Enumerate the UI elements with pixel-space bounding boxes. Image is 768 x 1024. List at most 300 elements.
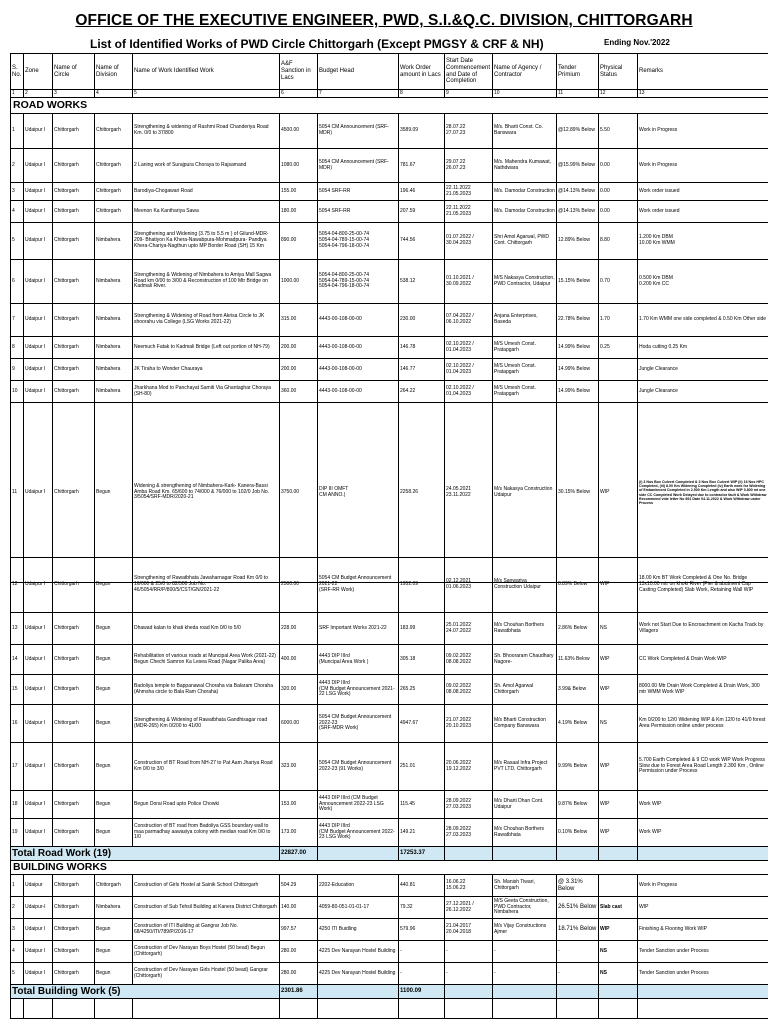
cell-physical-status: NS [599, 941, 638, 963]
total-budget-head [318, 985, 399, 999]
cell-sno: 13 [11, 613, 24, 645]
total-empty [445, 985, 493, 999]
cell-physical-status: 0.70 [599, 260, 638, 304]
cell-division: Nimbahera [95, 381, 133, 403]
cell-physical-status: 0.00 [599, 149, 638, 183]
cell-agency: M/s Bharti Construction Company Banswara [493, 705, 557, 743]
cell-work-amount: 2258.26 [399, 403, 445, 583]
cell-sanction: 140.00 [280, 897, 318, 919]
cell-physical-status: WIP [599, 645, 638, 675]
column-number: 7 [318, 90, 399, 98]
cell-division: Begun [95, 791, 133, 819]
cell-work: Construction of Sub Tehsil Building at Kanera District Chittorgarh [133, 897, 280, 919]
building-works-heading [11, 861, 768, 875]
cell-work: Strengthening & widening of Rashmi Road Chanderiya Road Km. 0/0 to 37/800 [133, 114, 280, 149]
cell-zone: Udaipur I [24, 558, 53, 613]
header-work: Name of Work Identified Work [133, 54, 280, 90]
cell-division: Begun [95, 919, 133, 941]
cell-sanction: 400.00 [280, 645, 318, 675]
total-amount: 17253.37 [399, 847, 445, 861]
cell-tender-premium: 11.63% Below [557, 645, 599, 675]
cell-zone: Udaipur-I [24, 897, 53, 919]
cell-division: Begun [95, 645, 133, 675]
column-number: 2 [24, 90, 53, 98]
cell-zone: Udaipur I [24, 675, 53, 705]
cell-work: Jharkhana Mod to Panchayat Samiti Via Ghantaghar Choraya (SH-80) [133, 381, 280, 403]
cell-agency: M/s Nakasya Construction Udaipur [493, 403, 557, 583]
cell-work-amount: - [399, 963, 445, 985]
cell-work: Widening & strengthening of Nimbahera-Kark- Kanera-Bassi Amba Road Km. 65/600 to 74/000 & 76/000 to 102/0 Job No. 3/5054/SRF-MDR/2020-21 [133, 403, 280, 583]
cell-physical-status: WIP [599, 558, 638, 613]
total-empty [493, 985, 557, 999]
cell-sno: 5 [11, 223, 24, 260]
cell-sno: 1 [11, 114, 24, 149]
cell-work-amount: 3589.09 [399, 114, 445, 149]
cell-circle: Chittorgarh [53, 645, 95, 675]
column-number: 9 [445, 90, 493, 98]
cell-remarks: (i) 3 Nos Box Culvert Completed & 3 Nos Box Culvert WIP (ii) 16 Nos HPC Completed, (iii) 8.00 Km Widening Completed (iv) Earth work for Widening of Embankment Completed in 2.500 Km Length and also WIP 0.800 mt one side CC Completed Work Delayed due to contractor fault & Work Withdraw Recommend vide letter No 891 Date 04.11.2022 & Work Withdraw under Process [638, 403, 768, 583]
table-row [11, 304, 768, 337]
cell-zone: Udaipur I [24, 114, 53, 149]
cell-sno: 8 [11, 337, 24, 359]
cell-dates: - [445, 941, 493, 963]
cell-circle: Chittorgarh [53, 149, 95, 183]
cell-remarks: 1.70 Km WMM one side completed & 0.50 Km Other side [638, 304, 768, 337]
cell-budget-head: 5054-04-800-25-00-74 5054-04-789-15-00-74 5054-04-796-18-00-74 [318, 260, 399, 304]
cell-tender-premium: 18.71% Below [557, 919, 599, 941]
cell-division: Chittorgarh [95, 114, 133, 149]
cell-zone: Udaipur I [24, 819, 53, 847]
cell-work-amount: 538.12 [399, 260, 445, 304]
cell-work-amount: 196.46 [399, 183, 445, 201]
cell-dates: 20.06.2022 19.12.2022 [445, 743, 493, 791]
cell-division: Nimbahera [95, 260, 133, 304]
cell-circle: Chittorgarh [53, 114, 95, 149]
cell-tender-premium: 12.89% Below [557, 223, 599, 260]
total-row [11, 847, 768, 861]
header-circle: Name of Circle [53, 54, 95, 90]
cell-tender-premium: 22.78% Below [557, 304, 599, 337]
cell-work-amount: 115.45 [399, 791, 445, 819]
cell-circle: Chittorgarh [53, 743, 95, 791]
cell-tender-premium: @12.89% Below [557, 114, 599, 149]
report-period: Ending Nov.'2022 [604, 38, 670, 47]
empty-cell [11, 999, 24, 1019]
cell-work-amount: 579.96 [399, 919, 445, 941]
cell-work-amount: 183.99 [399, 613, 445, 645]
cell-budget-head: 2202-Education [318, 875, 399, 897]
cell-circle: Chittorgarh [53, 183, 95, 201]
cell-work: Badoliya temple to Bappanawal Choraha via Balaram Choraha (Ahmsha circle to Bala Ram Choraha) [133, 675, 280, 705]
cell-sno: 12 [11, 558, 24, 613]
cell-budget-head: 5054 CM Announcement (SRF-MDR) [318, 114, 399, 149]
cell-dates: 22.11.2022 21.05.2023 [445, 183, 493, 201]
cell-work: Neemuch Fatak to Kadmali Bridge (Left out portion of NH-79) [133, 337, 280, 359]
cell-sanction: 3750.00 [280, 403, 318, 583]
cell-remarks: CC Work Completed & Drain Work WIP [638, 645, 768, 675]
cell-circle: Chittorgarh [53, 337, 95, 359]
empty-cell [493, 999, 557, 1019]
total-sanction: 22827.00 [280, 847, 318, 861]
table-row [11, 403, 768, 583]
cell-work-amount: 744.56 [399, 223, 445, 260]
cell-physical-status: NS [599, 705, 638, 743]
cell-sno: 17 [11, 743, 24, 791]
cell-agency: - [493, 941, 557, 963]
cell-budget-head: 4250 ITI Buidling [318, 919, 399, 941]
works-table-bottom [10, 557, 768, 1019]
cell-circle: Chittorgarh [53, 403, 95, 583]
cell-dates: 28.09.2022 27.03.2023 [445, 819, 493, 847]
cell-zone: Udaipur I [24, 919, 53, 941]
column-number: 1 [11, 90, 24, 98]
cell-division: Nimbahera [95, 337, 133, 359]
cell-zone: Udaipur I [24, 381, 53, 403]
cell-circle: Chittorgarh [53, 223, 95, 260]
cell-work-amount: - [399, 941, 445, 963]
cell-agency: Sh. Bhooraram Chaudhary Nagore- [493, 645, 557, 675]
cell-dates: 21.04.2017 20.04.2018 [445, 919, 493, 941]
cell-physical-status [599, 875, 638, 897]
cell-zone: Udaipur I [24, 359, 53, 381]
table-row [11, 558, 768, 613]
cell-dates: 02.10.2022 / 01.04.2023 [445, 381, 493, 403]
cell-remarks: Work in Progress [638, 875, 768, 897]
table-row [11, 675, 768, 705]
table-row [11, 645, 768, 675]
cell-circle: Chittorgarh [53, 613, 95, 645]
cell-budget-head: 5054 CM Announcement (SRF-MDR) [318, 149, 399, 183]
total-row [11, 985, 768, 999]
page-subtitle: List of Identified Works of PWD Circle Chittorgarh (Except PMGSY & CRF & NH) [90, 37, 544, 51]
cell-work: Rehabilitation of various roads at Muncipal Area Work (2021-22) Begun Chechi Samron Ka Lesea Road (Nagar Palika Area) [133, 645, 280, 675]
cell-sanction: 997.57 [280, 919, 318, 941]
cell-agency: M/s Chouhan Borthers Rawatbhata [493, 613, 557, 645]
table-row [11, 149, 768, 183]
column-number-row [11, 90, 768, 98]
cell-work: Strengthening of Rawatbhata Jawaharnagar Road Km 0/0 to 16/000 & 25/0 to 82/500 Job No. 46/5054/RR/P/800/5/CST/GN/2021-22 [133, 558, 280, 613]
cell-physical-status: 0.00 [599, 183, 638, 201]
cell-physical-status: 1.70 [599, 304, 638, 337]
table-row [11, 963, 768, 985]
cell-work-amount: 264.22 [399, 381, 445, 403]
cell-remarks: Tender Sanction under Process [638, 963, 768, 985]
cell-tender-premium: 30.15% Below [557, 403, 599, 583]
cell-circle: Chittorgarh [53, 963, 95, 985]
cell-work-amount: 251.01 [399, 743, 445, 791]
cell-division: Begun [95, 743, 133, 791]
header-physical-status: Physical Status [599, 54, 638, 90]
cell-remarks: Jungle Clearance [638, 359, 768, 381]
cell-zone: Udaipur I [24, 743, 53, 791]
empty-cell [638, 999, 768, 1019]
cell-budget-head: 5054-04-800-25-00-74 5054-04-789-15-00-74 5054-04-796-18-00-74 [318, 223, 399, 260]
total-empty [493, 847, 557, 861]
cell-work-amount: 149.21 [399, 819, 445, 847]
cell-dates: 09.02.2022 08.08.2022 [445, 645, 493, 675]
cell-dates: 07.04.2022 / 06.10.2022 [445, 304, 493, 337]
cell-work: Construction of ITI Building at Gangrar Job No. 68/4250/ITI/789/P/2016-17 [133, 919, 280, 941]
total-empty [638, 985, 768, 999]
cell-budget-head: 4443 DIP IIIrd (CM Budget Announcement 2022-23 LSG Work) [318, 791, 399, 819]
header-remarks: Remarks [638, 54, 768, 90]
cell-zone: Udaipur I [24, 645, 53, 675]
cell-work: Construction of BT Road from NH-27 to Pat Aam Jhariya Road Km 0/0 to 3/0 [133, 743, 280, 791]
cell-division: Begun [95, 675, 133, 705]
cell-circle: Chittorgarh [53, 819, 95, 847]
table-row [11, 613, 768, 645]
cell-work-amount: 781.67 [399, 149, 445, 183]
cell-physical-status: NS [599, 613, 638, 645]
cell-sanction: 323.00 [280, 743, 318, 791]
cell-zone: Udaipur I [24, 304, 53, 337]
cell-sanction: 200.00 [280, 359, 318, 381]
cell-sanction: 153.00 [280, 791, 318, 819]
cell-dates: 02.10.2022 / 01.04.2023 [445, 337, 493, 359]
total-amount: 1100.09 [399, 985, 445, 999]
table-row [11, 999, 768, 1019]
cell-circle: Chittorgarh [53, 705, 95, 743]
cell-remarks: 18.00 Km BT Work Completed & One No. Bridge 13x10.00 mtr on khoki River (Pier & abutment Cap Casting Completed) Slab Work, Retaining Wall WIP [638, 558, 768, 613]
cell-budget-head: 5054 CM Budget Announcement 2022-23 (SRF-MDR Work) [318, 705, 399, 743]
cell-sanction: 2500.00 [280, 558, 318, 613]
cell-dates: 24.05.2021 23.11.2022 [445, 403, 493, 583]
cell-sanction: 228.00 [280, 613, 318, 645]
section-heading: BUILDING WORKS [11, 861, 768, 875]
table-row [11, 819, 768, 847]
cell-work: Construction of Dev Narayan Boys Hostel (50 bead) Begun (Chittorgarh) [133, 941, 280, 963]
cell-tender-premium: @14.13% Below [557, 183, 599, 201]
cell-remarks: 1.200 Km DBM 10.00 Km WMM [638, 223, 768, 260]
cell-tender-premium: - [557, 941, 599, 963]
cell-zone: Udaipur I [24, 613, 53, 645]
cell-zone: Udaipur I [24, 201, 53, 223]
total-label: Total Road Work (19) [11, 847, 280, 861]
table-row [11, 114, 768, 149]
empty-cell [280, 999, 318, 1019]
cell-tender-premium: 3.99& Below [557, 675, 599, 705]
table-row [11, 381, 768, 403]
cell-sanction: 315.00 [280, 304, 318, 337]
cell-remarks: 8000.00 Mtr Drain Work Completed & Drain Work, 300 mtr WMM Work WIP [638, 675, 768, 705]
cell-division: Nimbahera [95, 897, 133, 919]
cell-circle: Chittorgarh [53, 201, 95, 223]
cell-budget-head: 4443-00-108-00-00 [318, 359, 399, 381]
column-number: 13 [638, 90, 768, 98]
cell-budget-head: 4443 DIP IIIrd (Muncipal Area Work ) [318, 645, 399, 675]
cell-sno: 6 [11, 260, 24, 304]
cell-sanction: 173.00 [280, 819, 318, 847]
cell-division: Chittorgarh [95, 201, 133, 223]
cell-zone: Udaipur I [24, 183, 53, 201]
cell-dates: 09.02.2022 08.08.2022 [445, 675, 493, 705]
header-zone: Zone [24, 54, 53, 90]
cell-agency: Sh. Manish Tiwari, Chittorgarh [493, 875, 557, 897]
cell-physical-status: WIP [599, 675, 638, 705]
cell-work-amount: 146.77 [399, 359, 445, 381]
cell-tender-premium: 9.87% Below [557, 791, 599, 819]
total-sanction: 2301.86 [280, 985, 318, 999]
empty-cell [53, 999, 95, 1019]
cell-budget-head: 5054 CM Budget Announcement 2022-23 (91 Works) [318, 743, 399, 791]
cell-sno: 16 [11, 705, 24, 743]
cell-sno: 2 [11, 897, 24, 919]
cell-circle: Chittorgarh [53, 897, 95, 919]
cell-agency: M/s Vijay Constructions Ajmer [493, 919, 557, 941]
cell-work: Dhawad kalan to khati kheda road Km 0/0 to 5/0 [133, 613, 280, 645]
header-dates: Start Date Commencement and Date of Completion [445, 54, 493, 90]
cell-work-amount: 230.00 [399, 304, 445, 337]
cell-agency: M/s. Damodar Construction [493, 183, 557, 201]
cell-circle: Chittorgarh [53, 941, 95, 963]
cell-sanction: 280.00 [280, 963, 318, 985]
cell-division: Begun [95, 819, 133, 847]
cell-agency: M/S Umesh Const. Pratapgarh [493, 359, 557, 381]
table-row [11, 705, 768, 743]
cell-division: Nimbahera [95, 223, 133, 260]
cell-work: Construction of BT road from Badoliya GSS boundary wall to maa parmadhay aawasiya colony with median road Km 0/0 to 1/0 [133, 819, 280, 847]
total-empty [557, 847, 599, 861]
empty-cell [95, 999, 133, 1019]
cell-remarks: Work in Progress [638, 114, 768, 149]
cell-tender-premium: 4.19% Below [557, 705, 599, 743]
cell-circle: Chittorgarh [53, 381, 95, 403]
cell-work-amount: 305.18 [399, 645, 445, 675]
cell-sanction: 1000.00 [280, 260, 318, 304]
cell-agency: M/s. Bharti Const. Co. Banswara [493, 114, 557, 149]
header-division: Name of Division [95, 54, 133, 90]
cell-remarks: Work order issued [638, 183, 768, 201]
cell-budget-head: SRF Important Works 2021-22 [318, 613, 399, 645]
empty-cell [24, 999, 53, 1019]
table-row [11, 897, 768, 919]
cell-dates: 22.11.2022 21.05.2023 [445, 201, 493, 223]
table-row [11, 875, 768, 897]
cell-remarks: Tender Sanction under Process [638, 941, 768, 963]
cell-physical-status: WIP [599, 403, 638, 583]
cell-agency: M/s Sanwariya Construction Udaipur [493, 558, 557, 613]
cell-work: Barodiya-Chogawari Road [133, 183, 280, 201]
cell-physical-status: 5.50 [599, 114, 638, 149]
cell-budget-head: 4443-00-108-00-00 [318, 304, 399, 337]
cell-tender-premium: 26.51% Below [557, 897, 599, 919]
cell-tender-premium: 2.86% Below [557, 613, 599, 645]
cell-work-amount: 4947.67 [399, 705, 445, 743]
cell-sno: 10 [11, 381, 24, 403]
cell-physical-status: NS [599, 963, 638, 985]
cell-division: Chittorgarh [95, 875, 133, 897]
cell-zone: Udaipur I [24, 963, 53, 985]
column-number: 11 [557, 90, 599, 98]
cell-sanction: 320.00 [280, 675, 318, 705]
cell-physical-status: 0.25 [599, 337, 638, 359]
cell-tender-premium: 14.99% Below [557, 359, 599, 381]
cell-agency: M/S Nakasya Construction, PWD Contractor, Udaipur [493, 260, 557, 304]
cell-work: Meenon Ka Kanthariya Sawa [133, 201, 280, 223]
table-row [11, 791, 768, 819]
cell-budget-head: 5054 CM Budget Announcement 2021-22 (SRF-RR Work) [318, 558, 399, 613]
cell-sanction: 4500.00 [280, 114, 318, 149]
cell-dates: 02.12.2021 01.06.2023 [445, 558, 493, 613]
cell-budget-head: 4059-80-051-01-01-17 [318, 897, 399, 919]
cell-remarks: WIP [638, 897, 768, 919]
cell-division: Begun [95, 613, 133, 645]
cell-sno: 7 [11, 304, 24, 337]
cell-remarks: Work not Start Due to Encroachment on Kacha Track by Villagers [638, 613, 768, 645]
cell-zone: Udaipur I [24, 223, 53, 260]
table-row [11, 201, 768, 223]
cell-physical-status: WIP [599, 919, 638, 941]
cell-agency: Shri Amol Agarwal, PWD Cont. Chittorgarh [493, 223, 557, 260]
cell-circle: Chittorgarh [53, 260, 95, 304]
column-number: 12 [599, 90, 638, 98]
section-heading: ROAD WORKS [11, 98, 768, 114]
cell-physical-status: WIP [599, 791, 638, 819]
cell-dates: 01.10.2021 / 30.09.2022 [445, 260, 493, 304]
empty-cell [599, 999, 638, 1019]
total-empty [557, 985, 599, 999]
cell-budget-head: 4443 DIP IIIrd (CM Budget Announcement 2022-23 LSG Work) [318, 819, 399, 847]
cell-agency: M/S Geeta Construction, PWD Contractor, Nimbahera [493, 897, 557, 919]
cell-circle: Chittorgarh [53, 304, 95, 337]
cell-division: Begun [95, 558, 133, 613]
cell-physical-status [599, 381, 638, 403]
empty-cell [399, 999, 445, 1019]
table-row [11, 941, 768, 963]
cell-work-amount: 146.78 [399, 337, 445, 359]
total-empty [599, 847, 638, 861]
column-number: 5 [133, 90, 280, 98]
cell-budget-head: 4443-00-108-00-00 [318, 337, 399, 359]
cell-division: Nimbahera [95, 359, 133, 381]
page-title: OFFICE OF THE EXECUTIVE ENGINEER, PWD, S.I.&Q.C. DIVISION, CHITTORGARH [75, 12, 693, 29]
cell-budget-head: 5054 SRF-RR [318, 201, 399, 223]
total-label: Total Building Work (5) [11, 985, 280, 999]
cell-work: 2 Laning work of Surajpura Choraya to Rajsamand [133, 149, 280, 183]
cell-sno: 5 [11, 963, 24, 985]
cell-tender-premium: 15.15% Below [557, 260, 599, 304]
cell-work-amount: 265.25 [399, 675, 445, 705]
total-empty [445, 847, 493, 861]
cell-budget-head: 4443 DIP IIIrd (CM Budget Announcement 2021-22 LSG Work) [318, 675, 399, 705]
cell-sanction: 360.00 [280, 381, 318, 403]
column-number: 4 [95, 90, 133, 98]
cell-circle: Chittorgarh [53, 558, 95, 613]
cell-sanction: 504.29 [280, 875, 318, 897]
cell-agency: - [493, 963, 557, 985]
cell-tender-premium: @ 3.31% Below [557, 875, 599, 897]
cell-agency: M/S Umesh Const. Pratapgarh [493, 337, 557, 359]
cell-remarks: 5.700 Earth Completed & 9 CD work WIP Work Progress Slow due to Forest Area Road Length 2.300 Km , Online Permission under Process [638, 743, 768, 791]
cell-remarks: Work WIP [638, 819, 768, 847]
cell-tender-premium: @14.13% Below [557, 201, 599, 223]
cell-sno: 19 [11, 819, 24, 847]
cell-tender-premium: 14.99% Below [557, 381, 599, 403]
cell-budget-head: 4225 Dev Narayan Hostel Building [318, 963, 399, 985]
cell-zone: Udaipur I [24, 260, 53, 304]
cell-dates: 29.07.22 26.07.23 [445, 149, 493, 183]
table-row [11, 359, 768, 381]
cell-division: Chittorgarh [95, 149, 133, 183]
cell-division: Begun [95, 941, 133, 963]
cell-tender-premium: 8.89% Below [557, 558, 599, 613]
cell-work-amount: 207.59 [399, 201, 445, 223]
cell-sno: 3 [11, 183, 24, 201]
cell-sanction: 280.00 [280, 941, 318, 963]
cell-sno: 1 [11, 875, 24, 897]
header-sanction: A&F Sanction in Lacs [280, 54, 318, 90]
cell-dates: 28.09.2022 27.03.2023 [445, 791, 493, 819]
